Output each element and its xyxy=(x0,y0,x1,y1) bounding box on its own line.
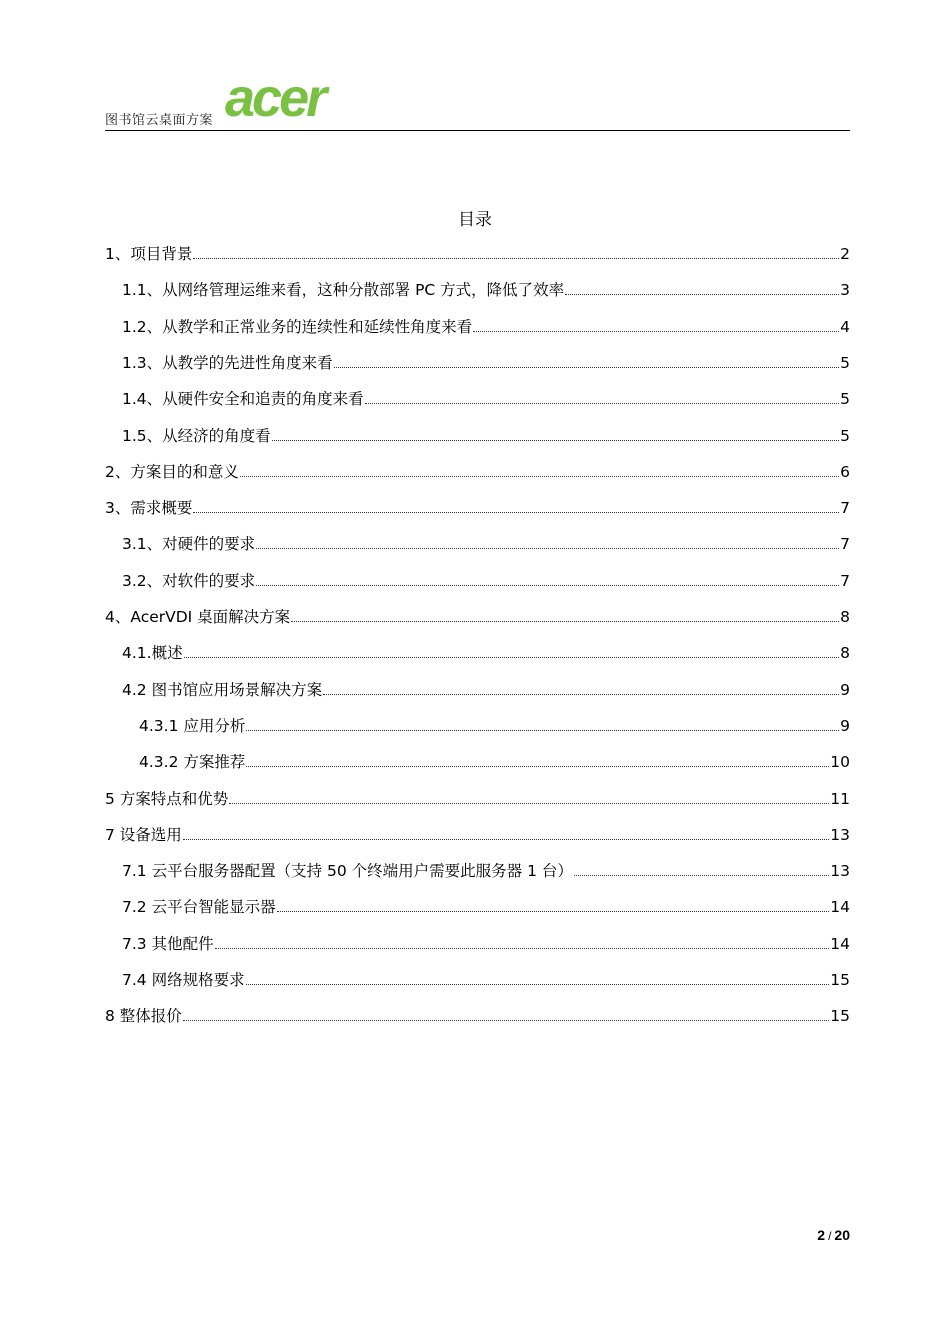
toc-dot-leader xyxy=(215,948,830,949)
toc-dot-leader xyxy=(272,440,839,441)
toc-entry-page: 13 xyxy=(830,862,850,881)
toc-entry[interactable] xyxy=(122,676,850,700)
toc-entry-label: 8 整体报价 xyxy=(105,1007,182,1026)
toc-entry[interactable] xyxy=(122,349,850,373)
toc-entry-label: 1.4、从硬件安全和追责的角度来看 xyxy=(122,390,364,409)
toc-entry-label: 7 设备选用 xyxy=(105,825,182,844)
toc-entry[interactable] xyxy=(122,385,850,409)
toc-entry[interactable] xyxy=(105,240,850,264)
toc-entry-label: 3.2、对软件的要求 xyxy=(122,571,256,590)
toc-entry-label: 7.2 云平台智能显示器 xyxy=(122,898,276,917)
toc-entry-page: 14 xyxy=(830,934,850,953)
toc-entry-label: 3.1、对硬件的要求 xyxy=(122,535,256,554)
toc-entry-page: 3 xyxy=(840,281,850,300)
toc-entry-page: 6 xyxy=(840,462,850,481)
toc-entry[interactable] xyxy=(122,857,850,881)
toc-entry-label: 4.1.概述 xyxy=(122,644,183,663)
toc-dot-leader xyxy=(183,1020,829,1021)
toc-entry-page: 9 xyxy=(840,680,850,699)
toc-dot-leader xyxy=(246,984,830,985)
toc-entry-label: 1.1、从网络管理运维来看，这种分散部署 PC 方式，降低了效率 xyxy=(122,281,565,300)
toc-dot-leader xyxy=(240,476,839,477)
toc-entry-page: 7 xyxy=(840,571,850,590)
toc-entry[interactable] xyxy=(139,748,850,772)
toc-entry[interactable] xyxy=(122,313,850,337)
toc-dot-leader xyxy=(256,548,839,549)
page-header xyxy=(105,78,850,131)
toc-entry[interactable] xyxy=(122,422,850,446)
toc-entry[interactable] xyxy=(105,603,850,627)
toc-entry[interactable] xyxy=(139,712,850,736)
toc-entry-label: 7.4 网络规格要求 xyxy=(122,971,245,989)
toc-dot-leader xyxy=(193,512,839,513)
document-title: 图书馆云桌面方案 xyxy=(105,113,214,128)
toc-entry-page: 11 xyxy=(830,789,850,808)
toc-entry-label: 4.2 图书馆应用场景解决方案 xyxy=(122,680,323,699)
toc-dot-leader xyxy=(365,403,839,404)
toc-entry-page: 4 xyxy=(840,317,850,336)
toc-entry-label: 1.3、从教学的先进性角度来看 xyxy=(122,353,333,372)
toc-entry-label: 5 方案特点和优势 xyxy=(105,789,229,808)
toc-entry[interactable] xyxy=(122,893,850,917)
toc-entry-label: 3、需求概要 xyxy=(105,499,193,518)
toc-entry-label: 1、项目背景 xyxy=(105,245,193,263)
toc-entry-page: 5 xyxy=(840,353,850,372)
toc-entry-page: 9 xyxy=(840,716,850,735)
toc-entry-label: 4.3.2 方案推荐 xyxy=(139,753,246,772)
toc-entry[interactable] xyxy=(105,785,850,809)
toc-entry-page: 14 xyxy=(830,898,850,917)
toc-entry-label: 7.1 云平台服务器配置（支持 50 个终端用户需要此服务器 1 台） xyxy=(122,862,573,881)
toc-entry[interactable] xyxy=(105,1002,850,1026)
toc-dot-leader xyxy=(183,839,829,840)
page-number xyxy=(817,1227,850,1243)
toc-entry[interactable] xyxy=(122,966,850,990)
toc-entry[interactable] xyxy=(105,821,850,845)
toc-entry-page: 8 xyxy=(840,608,850,626)
toc-entry-label: 4.3.1 应用分析 xyxy=(139,716,246,735)
acer-logo xyxy=(223,78,381,122)
toc-dot-leader xyxy=(246,766,829,767)
toc-entry[interactable] xyxy=(122,530,850,554)
toc-dot-leader xyxy=(277,911,830,912)
toc-entry-page: 7 xyxy=(840,535,850,554)
toc-entry-page: 15 xyxy=(830,1007,850,1026)
toc-dot-leader xyxy=(334,367,839,368)
toc-entry-label: 1.5、从经济的角度看 xyxy=(122,426,271,445)
toc-entry[interactable] xyxy=(105,458,850,482)
toc-entry-page: 7 xyxy=(840,499,850,518)
toc-entry-page: 10 xyxy=(830,753,850,772)
toc-entry[interactable] xyxy=(105,494,850,518)
toc-dot-leader xyxy=(229,803,829,804)
toc-entry-page: 15 xyxy=(830,971,850,989)
toc-dot-leader xyxy=(574,875,829,876)
toc-entry-label: 4、AcerVDI 桌面解决方案 xyxy=(105,608,291,626)
toc-entry-page: 5 xyxy=(840,426,850,445)
toc-entry[interactable] xyxy=(122,639,850,663)
toc-entry[interactable] xyxy=(122,567,850,591)
toc-dot-leader xyxy=(323,694,839,695)
toc-entry-page: 2 xyxy=(840,245,850,263)
toc-heading: 目录 xyxy=(458,210,492,230)
toc-dot-leader xyxy=(246,730,839,731)
toc-dot-leader xyxy=(565,294,839,295)
toc-dot-leader xyxy=(473,331,839,332)
svg-text:acer: acer xyxy=(225,78,325,122)
toc-entry-page: 5 xyxy=(840,390,850,409)
toc-entry-label: 7.3 其他配件 xyxy=(122,934,214,953)
toc-entry-label: 2、方案目的和意义 xyxy=(105,462,239,481)
toc-entry[interactable] xyxy=(122,930,850,954)
toc-dot-leader xyxy=(193,258,839,259)
toc-entry[interactable] xyxy=(122,276,850,300)
toc-entry-label: 1.2、从教学和正常业务的连续性和延续性角度来看 xyxy=(122,317,473,336)
toc-dot-leader xyxy=(291,621,839,622)
page-separator: / xyxy=(828,1229,832,1243)
toc-entry-page: 8 xyxy=(840,644,850,663)
toc-dot-leader xyxy=(256,585,839,586)
toc-dot-leader xyxy=(184,657,840,658)
total-page-count: 20 xyxy=(834,1227,850,1243)
toc-entry-page: 13 xyxy=(830,825,850,844)
current-page-number: 2 xyxy=(817,1227,826,1243)
